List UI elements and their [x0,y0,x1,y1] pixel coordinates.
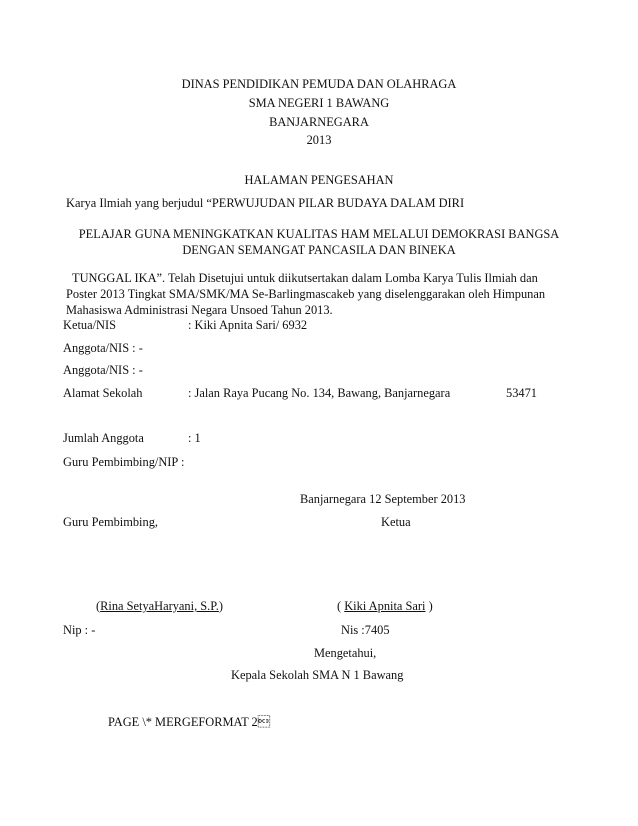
ketua-value: : Kiki Apnita Sari/ 6932 [188,318,308,332]
left-name: Rina SetyaHaryani, S.P. [100,599,219,613]
guru-pembimbing-label: Guru Pembimbing/NIP : [63,455,185,469]
page-title: HALAMAN PENGESAHAN [244,173,394,187]
title-block-line-2: DENGAN SEMANGAT PANCASILA DAN BINEKA [182,243,456,257]
left-close-paren: ) [218,599,224,613]
right-signatory-name [337,599,433,614]
place-date: Banjarnegara 12 September 2013 [300,492,466,506]
right-signatory-role: Ketua [381,515,411,529]
left-open-paren: ( [96,599,101,613]
header-line-4: 2013 [306,133,332,147]
left-nip: Nip : - [63,623,96,637]
body-line-1: TUNGGAL IKA”. Telah Disetujui untuk diikutsertakan dalam Lomba Karya Tulis Ilmiah dan [72,271,538,285]
body-line-3: Mahasiswa Administrasi Negara Unsoed Tahun 2013. [66,303,333,317]
right-close-paren: ) [425,599,433,613]
right-open-paren: ( [337,599,345,613]
header-line-1: DINAS PENDIDIKAN PEMUDA DAN OLAHRAGA [181,77,457,91]
right-name: Kiki Apnita Sari [344,599,426,613]
left-signatory-name [96,599,223,614]
left-signatory-role: Guru Pembimbing, [63,515,158,529]
postal-code: 53471 [506,386,537,400]
intro-text: Karya Ilmiah yang berjudul “PERWUJUDAN PILAR BUDAYA DALAM DIRI [66,196,465,210]
body-line-2: Poster 2013 Tingkat SMA/SMK/MA Se-Barlingmascakeb yang diselenggarakan oleh Himpunan [66,287,546,301]
principal-title: Kepala Sekolah SMA N 1 Bawang [231,668,404,682]
anggota-2: Anggota/NIS : - [63,363,143,377]
ketua-label: Ketua/NIS [63,318,116,332]
mengetahui-text: Mengetahui, [314,646,377,660]
anggota-1: Anggota/NIS : - [63,341,143,355]
jumlah-value: : 1 [188,431,201,445]
alamat-value: : Jalan Raya Pucang No. 134, Bawang, Banjarnegara [188,386,451,400]
alamat-label: Alamat Sekolah [63,386,143,400]
header-line-2: SMA NEGERI 1 BAWANG [248,96,390,110]
title-block-line-1: PELAJAR GUNA MENINGKATKAN KUALITAS HAM MELALUI DEMOKRASI BANGSA [78,227,560,241]
jumlah-label: Jumlah Anggota [63,431,144,445]
header-line-3: BANJARNEGARA [269,115,369,129]
page-field-code: PAGE \* MERGEFORMAT 2 [108,715,271,729]
right-nis: Nis :7405 [341,623,390,637]
